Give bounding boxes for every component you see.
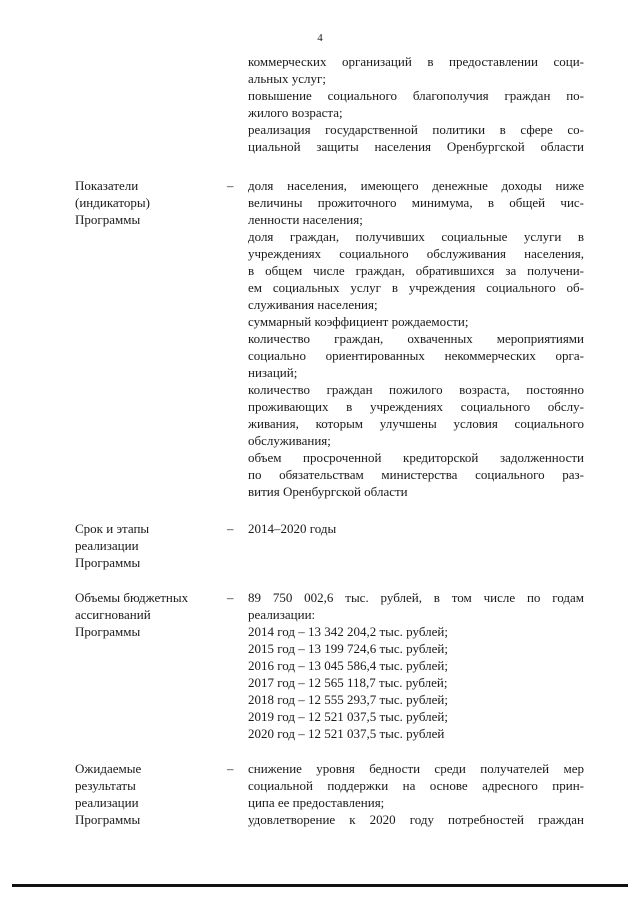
text-line: ленности населения; [248, 212, 363, 227]
section-value [248, 177, 584, 500]
text-line: 2017 год – 12 565 118,7 тыс. рублей; [248, 675, 448, 690]
label-line: ассигнований [75, 607, 151, 622]
text-line: ем социальных услуг в учреждения социального об- [248, 280, 584, 295]
dash-separator: – [227, 521, 234, 536]
label-line: Срок и этапы [75, 521, 150, 536]
text-line: 89 750 002,6 тыс. рублей, в том числе по годам [248, 590, 584, 605]
section-label [75, 589, 215, 640]
text-line: живания, которым улучшены условия социального [248, 416, 584, 431]
text-line: в общем числе граждан, обратившихся за получени- [248, 263, 584, 278]
text-line: служивания населения; [248, 297, 378, 312]
text-line: жилого возраста; [248, 105, 343, 120]
label-line: Программы [75, 624, 141, 639]
text-line: 2015 год – 13 199 724,6 тыс. рублей; [248, 641, 448, 656]
section-value [248, 760, 584, 828]
label-line: результаты [75, 778, 136, 793]
text-line: ципа ее предоставления; [248, 795, 385, 810]
text-line: социальной поддержки на основе адресного прин- [248, 778, 584, 793]
text-line: альных услуг; [248, 71, 326, 86]
section-label [75, 520, 215, 571]
text-line: реализация государственной политики в сфере со- [248, 122, 584, 137]
label-line: реализации [75, 538, 139, 553]
section-label [75, 177, 215, 228]
text-line: по обязательствам министерства социального раз- [248, 467, 584, 482]
label-line: Программы [75, 555, 141, 570]
label-line: Объемы бюджетных [75, 590, 189, 605]
label-line: (индикаторы) [75, 195, 150, 210]
label-line: Программы [75, 812, 141, 827]
text-line: 2019 год – 12 521 037,5 тыс. рублей; [248, 709, 448, 724]
section-label [75, 760, 215, 828]
text-line: 2016 год – 13 045 586,4 тыс. рублей; [248, 658, 448, 673]
dash-separator: – [227, 590, 234, 605]
text-line: количество граждан пожилого возраста, постоянно [248, 382, 584, 397]
section-value [248, 589, 584, 742]
text-line: объем просроченной кредиторской задолженности [248, 450, 584, 465]
page-number: 4 [317, 32, 323, 44]
text-line: суммарный коэффициент рождаемости; [248, 314, 469, 329]
continuation-text [248, 53, 584, 155]
text-line: удовлетворение к 2020 году потребностей граждан [248, 812, 584, 827]
text-line: количество граждан, охваченных мероприятиями [248, 331, 584, 346]
label-line: реализации [75, 795, 139, 810]
text-line: учреждениях социального обслуживания населения, [248, 246, 584, 261]
dash-separator: – [227, 761, 234, 776]
text-line: 2018 год – 12 555 293,7 тыс. рублей; [248, 692, 448, 707]
text-line: доля населения, имеющего денежные доходы ниже [248, 178, 584, 193]
text-line: повышение социального благополучия граждан по- [248, 88, 584, 103]
text-line: низаций; [248, 365, 298, 380]
text-line: вития Оренбургской области [248, 484, 408, 499]
bottom-rule [12, 884, 628, 887]
text-line: проживающих в учреждениях социального обслу- [248, 399, 584, 414]
label-line: Ожидаемые [75, 761, 142, 776]
label-line: Показатели [75, 178, 139, 193]
text-line: 2014–2020 годы [248, 521, 337, 536]
label-line: Программы [75, 212, 141, 227]
text-line: социально ориентированных некоммерческих орга- [248, 348, 584, 363]
text-line: величины прожиточного минимума, в общей чис- [248, 195, 584, 210]
text-line: реализации: [248, 607, 316, 622]
dash-separator: – [227, 178, 234, 193]
text-line: обслуживания; [248, 433, 331, 448]
section-value [248, 520, 584, 537]
text-line: циальной защиты населения Оренбургской области [248, 139, 584, 154]
text-line: 2020 год – 12 521 037,5 тыс. рублей [248, 726, 445, 741]
text-line: коммерческих организаций в предоставлении соци- [248, 54, 584, 69]
text-line: доля граждан, получивших социальные услуги в [248, 229, 584, 244]
text-line: снижение уровня бедности среди получателей мер [248, 761, 584, 776]
text-line: 2014 год – 13 342 204,2 тыс. рублей; [248, 624, 448, 639]
